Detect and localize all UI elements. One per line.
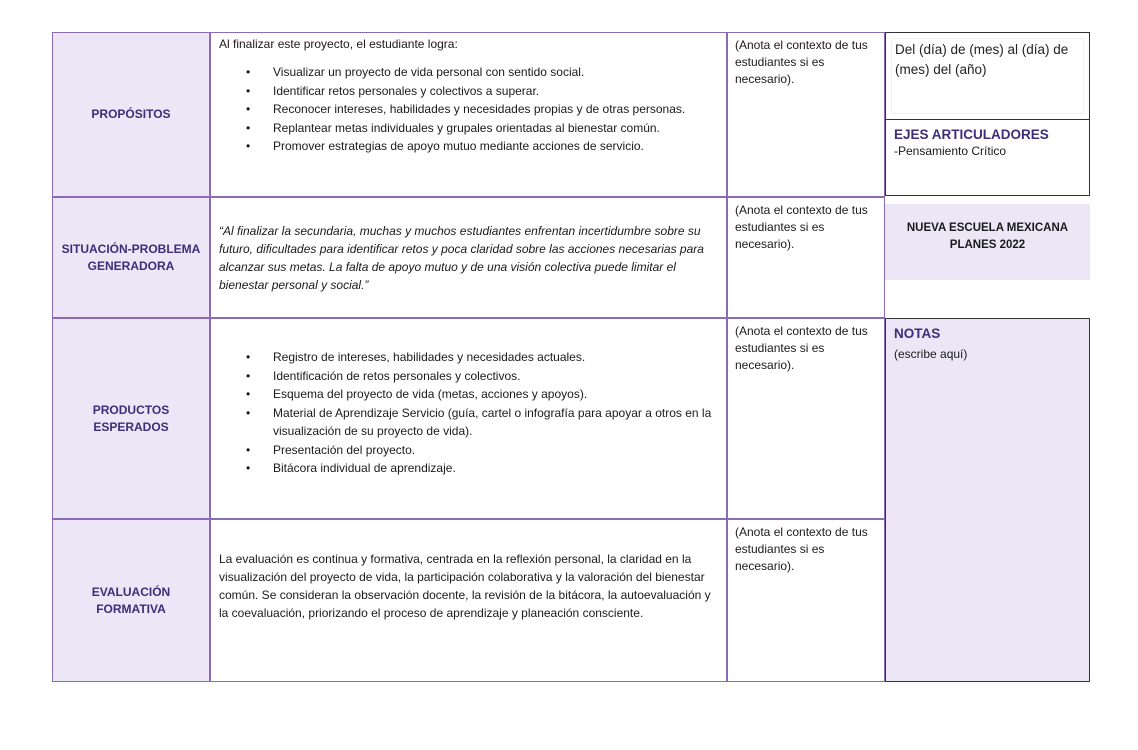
- productos-content[interactable]: [210, 318, 727, 519]
- row-label-evaluacion: [52, 519, 210, 682]
- context-note: (Anota el contexto de tus estudiantes si es necesario).: [735, 324, 868, 372]
- situacion-context-cell[interactable]: [727, 197, 885, 318]
- context-note: (Anota el contexto de tus estudiantes si es necesario).: [735, 38, 868, 86]
- ejes-articuladores-box[interactable]: [885, 119, 1090, 196]
- situacion-content[interactable]: [210, 197, 727, 318]
- list-item: • Promover estrategias de apoyo mutuo mediante acciones de servicio.: [273, 137, 718, 156]
- situacion-label: SITUACIÓN-PROBLEMA GENERADORA: [61, 241, 201, 273]
- evaluacion-content[interactable]: [210, 519, 727, 682]
- productos-label: PRODUCTOS ESPERADOS: [92, 402, 170, 434]
- nem-title: NUEVA ESCUELA MEXICANA: [906, 222, 1069, 234]
- date-field[interactable]: [891, 38, 1084, 114]
- list-item: • Replantear metas individuales y grupales orientadas al bienestar común.: [273, 119, 718, 138]
- context-note: (Anota el contexto de tus estudiantes si es necesario).: [735, 203, 868, 251]
- list-item: • Bitácora individual de aprendizaje.: [273, 459, 718, 478]
- situacion-text: “Al finalizar la secundaria, muchas y muchos estudiantes enfrentan incertidumbre sobre su futuro, dificultades para identificar retos y poca claridad sobre las acciones necesarias para alcanzar sus metas. La falta de apoyo mutuo y de una visión colectiva puede limitar el bienestar personal y social.”: [219, 224, 704, 292]
- propositos-intro: Al finalizar este proyecto, el estudiante logra:: [219, 37, 458, 51]
- ejes-item: -Pensamiento Crítico: [894, 144, 1007, 158]
- notas-box[interactable]: [885, 318, 1090, 682]
- list-item: • Identificación de retos personales y colectivos.: [273, 367, 718, 386]
- list-item: • Identificar retos personales y colectivos a superar.: [273, 82, 718, 101]
- propositos-content[interactable]: [210, 32, 727, 197]
- propositos-list: [219, 63, 718, 156]
- date-text: Del (día) de (mes) al (día) de (mes) del (año): [895, 42, 1069, 77]
- list-item: • Registro de intereses, habilidades y necesidades actuales.: [273, 348, 718, 367]
- row-label-situacion: [52, 197, 210, 318]
- evaluacion-label: EVALUACIÓN FORMATIVA: [91, 584, 171, 616]
- row-label-productos: [52, 318, 210, 519]
- productos-context-cell[interactable]: [727, 318, 885, 519]
- evaluacion-text: La evaluación es continua y formativa, centrada en la reflexión personal, la claridad en la visualización del proyecto de vida, la participación colaborativa y la valoración del bienestar común. Se consideran la observación docente, la revisión de la bitácora, la autoevaluación y la coevaluación, priorizando el proceso de aprendizaje y planeación consciente.: [219, 552, 711, 620]
- notas-title: NOTAS: [894, 326, 941, 341]
- list-item: • Visualizar un proyecto de vida personal con sentido social.: [273, 63, 718, 82]
- propositos-label: PROPÓSITOS: [91, 107, 171, 121]
- notas-hint: (escribe aquí): [894, 347, 968, 361]
- ejes-title: EJES ARTICULADORES: [894, 127, 1049, 142]
- nem-plan: PLANES 2022: [949, 239, 1026, 251]
- list-item: • Material de Aprendizaje Servicio (guía, cartel o infografía para apoyar a otros en la visualización de su proyecto de vida).: [273, 404, 718, 441]
- nem-banner: [885, 204, 1090, 280]
- propositos-context-cell[interactable]: [727, 32, 885, 197]
- list-item: • Reconocer intereses, habilidades y necesidades propias y de otras personas.: [273, 100, 718, 119]
- context-note: (Anota el contexto de tus estudiantes si es necesario).: [735, 525, 868, 573]
- list-item: • Presentación del proyecto.: [273, 441, 718, 460]
- evaluacion-context-cell[interactable]: [727, 519, 885, 682]
- productos-list: [219, 348, 718, 478]
- date-box: [885, 32, 1090, 120]
- list-item: • Esquema del proyecto de vida (metas, acciones y apoyos).: [273, 385, 718, 404]
- row-label-propositos: [52, 32, 210, 197]
